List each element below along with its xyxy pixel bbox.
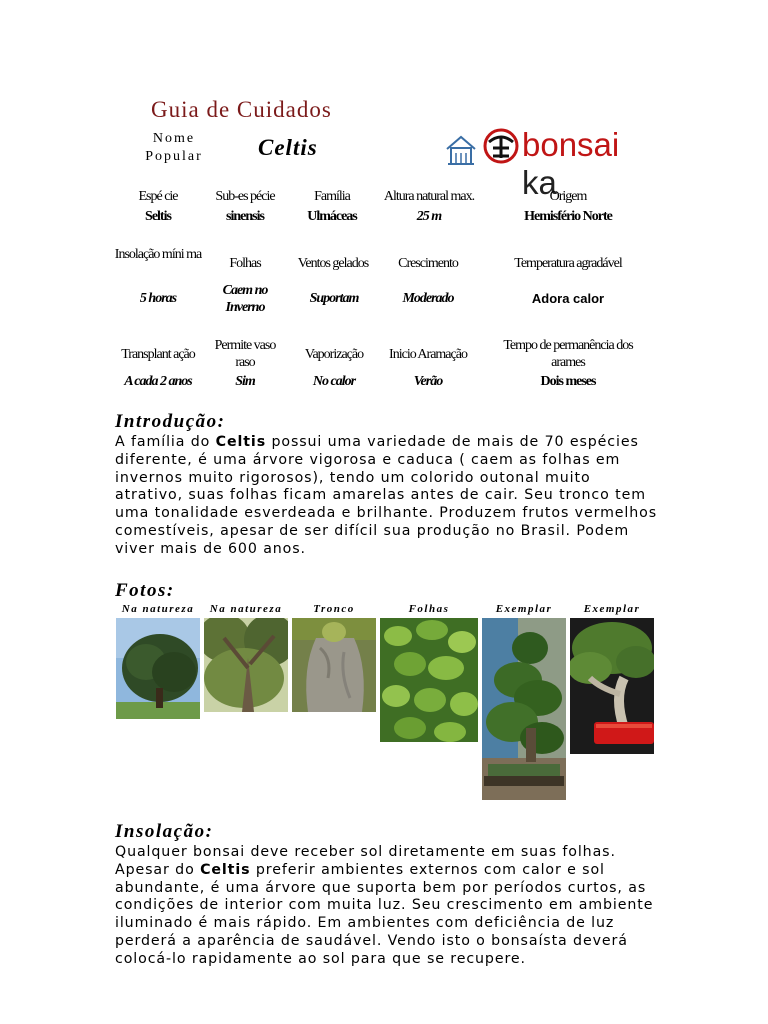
logo-wordmark: bonsai ka (522, 126, 620, 201)
grid-label-vaso-raso: Permite vaso raso (214, 338, 276, 370)
photo-leaves (380, 618, 478, 742)
species-name: Celtis (258, 135, 318, 160)
photos-heading: Fotos: (115, 580, 175, 601)
grid-value-transplante: A cada 2 anos (124, 374, 192, 389)
photo-label-nature-1: Na natureza (121, 603, 195, 615)
intro-heading: Introdução: (115, 411, 226, 432)
grid-label-ventos: Ventos gelados (297, 256, 369, 271)
grid-label-familia: Família (314, 189, 350, 204)
grid-label-subespecie: Sub-es pécie (215, 189, 275, 204)
photo-label-trunk: Tronco (313, 603, 355, 615)
photo-tree-nature-2 (204, 618, 288, 712)
photo-tree-nature-1 (116, 618, 200, 719)
photo-specimen-2 (570, 618, 654, 754)
insolation-text-start: Qualquer bonsai deve receber sol diretamente em suas folhas. Apesar do (115, 844, 616, 878)
grid-label-insolacao: Insolação míni ma (114, 247, 202, 262)
insolation-species-bold: Celtis (200, 861, 251, 878)
grid-value-crescimento: Moderado (402, 291, 454, 306)
grid-value-insolacao: 5 horas (139, 291, 177, 306)
grid-value-temperatura: Adora calor (531, 291, 605, 306)
intro-text-rest: possui uma variedade de mais de 70 espécies diferente, é uma árvore vigorosa e caduca ( caem as folhas em invernos muito rigorosos), tendo um colorido outonal muito atrativo, suas folhas ficam amarelas antes de cair. Seu tronco tem uma tonalidade esverdeada e brilhante. Produzem frutos vermelhos comestíveis, apesar de ser difícil sua produção no Brasil. Podem viver mais de 600 anos. (115, 434, 658, 557)
grid-value-altura: 25 m (416, 209, 442, 224)
grid-label-transplante: Transplant ação (121, 347, 195, 362)
intro-text-start: A família do (115, 434, 216, 450)
grid-label-origem: Origem (549, 189, 587, 204)
insolation-heading: Insolação: (115, 821, 214, 842)
photo-specimen-1 (482, 618, 566, 800)
grid-label-crescimento: Crescimento (398, 256, 458, 271)
grid-value-origem: Hemisfério Norte (524, 209, 612, 224)
grid-value-vaso-raso: Sim (235, 374, 255, 389)
grid-value-aramacao: Verão (413, 374, 443, 389)
grid-label-altura: Altura natural max. (383, 189, 475, 204)
bonsai-emblem-icon (483, 126, 519, 166)
photo-trunk (292, 618, 376, 712)
grid-value-folhas: Caem no Inverno (222, 283, 268, 315)
grid-label-arames: Tempo de permanência dos arames (503, 338, 633, 370)
photo-label-nature-2: Na natureza (209, 603, 283, 615)
page-title: Guia de Cuidados (151, 97, 332, 122)
grid-value-familia: Ulmáceas (307, 209, 357, 224)
grid-label-temperatura: Temperatura agradável (514, 256, 622, 271)
photo-label-specimen-1: Exemplar (495, 603, 553, 615)
intro-species-bold: Celtis (215, 434, 267, 450)
grid-value-arames: Dois meses (540, 374, 596, 389)
grid-value-vaporizacao: No calor (312, 374, 356, 389)
grid-value-ventos: Suportam (309, 291, 359, 306)
intro-paragraph (115, 434, 660, 559)
grid-label-especie: Espé cie (138, 189, 178, 204)
grid-value-subespecie: sinensis (226, 209, 264, 224)
photo-label-specimen-2: Exemplar (583, 603, 641, 615)
grid-value-especie: Seltis (145, 209, 171, 224)
grid-label-aramacao: Inicio Aramação (389, 347, 467, 362)
grid-label-folhas: Folhas (229, 256, 261, 271)
insolation-text-rest: preferir ambientes externos com calor e sol abundante, é uma árvore que suporta bem por períodos curtos, as condições de interior com muita luz. Seu crescimento em ambiente iluminado é mais rápido. Em ambientes com deficiência de luz perderá a aparência de saudável. Vendo isto o bonsaísta deverá colocá-lo rapidamente ao sol para que se recupere. (115, 861, 654, 967)
common-name-label: Nome Popular (145, 131, 203, 164)
grid-label-vaporizacao: Vaporização (304, 347, 364, 362)
insolation-paragraph (115, 844, 660, 969)
photo-label-leaves: Folhas (408, 603, 450, 615)
